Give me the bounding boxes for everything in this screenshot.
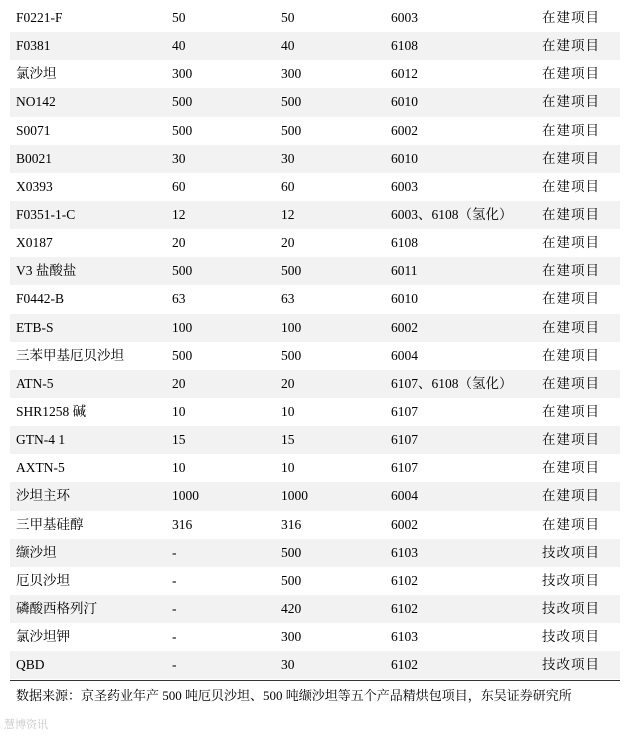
product-cell: F0351-1-C	[16, 206, 76, 222]
capacity-before-cell: 1000	[172, 488, 199, 504]
status-cell: 在建项目	[542, 460, 600, 476]
table-row	[10, 398, 620, 426]
workshop-cell: 6107、6108（氢化）	[391, 375, 513, 391]
capacity-after-cell: 1000	[281, 488, 308, 504]
table-row	[10, 651, 620, 679]
capacity-after-cell: 15	[281, 432, 295, 448]
status-cell: 在建项目	[542, 178, 600, 194]
table-row	[10, 257, 620, 285]
table-row	[10, 370, 620, 398]
workshop-cell: 6102	[391, 572, 418, 588]
capacity-after-cell: 12	[281, 206, 295, 222]
table-row	[10, 623, 620, 651]
capacity-after-cell: 500	[281, 347, 302, 363]
workshop-cell: 6010	[391, 150, 418, 166]
capacity-after-cell: 500	[281, 572, 302, 588]
table-row	[10, 482, 620, 510]
table-row	[10, 173, 620, 201]
product-cell: ATN-5	[16, 375, 54, 391]
product-cell: 三甲基硅醇	[16, 516, 84, 532]
capacity-before-cell: -	[172, 544, 177, 560]
workshop-cell: 6010	[391, 94, 418, 110]
capacity-before-cell: 20	[172, 375, 186, 391]
capacity-before-cell: 20	[172, 235, 186, 251]
table-row	[10, 32, 620, 60]
capacity-before-cell: -	[172, 629, 177, 645]
status-cell: 技改项目	[542, 572, 600, 588]
status-cell: 在建项目	[542, 516, 600, 532]
table-row	[10, 539, 620, 567]
capacity-before-cell: -	[172, 572, 177, 588]
workshop-cell: 6003	[391, 178, 418, 194]
capacity-after-cell: 316	[281, 516, 302, 532]
status-cell: 在建项目	[542, 66, 600, 82]
table-row	[10, 567, 620, 595]
product-cell: S0071	[16, 122, 51, 138]
capacity-before-cell: 50	[172, 10, 186, 25]
workshop-cell: 6107	[391, 460, 418, 476]
table-row	[10, 285, 620, 313]
status-cell: 在建项目	[542, 432, 600, 448]
product-cell: QBD	[16, 657, 45, 673]
workshop-cell: 6108	[391, 235, 418, 251]
table-row	[10, 511, 620, 539]
capacity-after-cell: 30	[281, 150, 295, 166]
status-cell: 在建项目	[542, 94, 600, 110]
product-cell: 氯沙坦钾	[16, 629, 70, 645]
product-cell: AXTN-5	[16, 460, 65, 476]
status-cell: 在建项目	[542, 10, 600, 25]
product-cell: X0187	[16, 235, 53, 251]
capacity-before-cell: 316	[172, 516, 193, 532]
status-cell: 在建项目	[542, 347, 600, 363]
table-row	[10, 426, 620, 454]
capacity-after-cell: 60	[281, 178, 295, 194]
capacity-after-cell: 20	[281, 235, 295, 251]
capacity-after-cell: 500	[281, 263, 302, 279]
product-cell: 磷酸西格列汀	[16, 600, 97, 616]
status-cell: 在建项目	[542, 403, 600, 419]
capacity-before-cell: 500	[172, 263, 193, 279]
product-cell: 厄贝沙坦	[16, 572, 70, 588]
product-cell: 氯沙坦	[16, 66, 57, 82]
workshop-cell: 6010	[391, 291, 418, 307]
product-cell: 沙坦主环	[16, 488, 70, 504]
table-row	[10, 4, 620, 32]
status-cell: 在建项目	[542, 122, 600, 138]
capacity-after-cell: 63	[281, 291, 295, 307]
workshop-cell: 6012	[391, 66, 418, 82]
workshop-cell: 6011	[391, 263, 418, 279]
table-row	[10, 342, 620, 370]
status-cell: 在建项目	[542, 38, 600, 54]
capacity-before-cell: 500	[172, 122, 193, 138]
workshop-cell: 6003	[391, 10, 418, 25]
capacity-before-cell: 100	[172, 319, 193, 335]
capacity-after-cell: 300	[281, 66, 302, 82]
workshop-cell: 6107	[391, 432, 418, 448]
capacity-after-cell: 10	[281, 403, 295, 419]
capacity-before-cell: 60	[172, 178, 186, 194]
status-cell: 技改项目	[542, 600, 600, 616]
status-cell: 在建项目	[542, 488, 600, 504]
capacity-after-cell: 420	[281, 600, 302, 616]
capacity-after-cell: 20	[281, 375, 295, 391]
table-row	[10, 60, 620, 88]
product-cell: 缬沙坦	[16, 544, 57, 560]
table-row	[10, 229, 620, 257]
table-row	[10, 117, 620, 145]
product-cell: B0021	[16, 150, 53, 166]
workshop-cell: 6002	[391, 516, 418, 532]
status-cell: 在建项目	[542, 150, 600, 166]
workshop-cell: 6108	[391, 38, 418, 54]
status-cell: 技改项目	[542, 629, 600, 645]
workshop-cell: 6103	[391, 629, 418, 645]
product-cell: F0381	[16, 38, 51, 54]
product-cell: GTN-4 1	[16, 432, 66, 448]
capacity-after-cell: 500	[281, 94, 302, 110]
capacity-before-cell: 500	[172, 347, 193, 363]
product-cell: SHR1258 碱	[16, 403, 87, 419]
capacity-before-cell: 30	[172, 150, 186, 166]
product-cell: F0442-B	[16, 291, 65, 307]
status-cell: 在建项目	[542, 263, 600, 279]
workshop-cell: 6004	[391, 488, 418, 504]
watermark: 慧博资讯	[4, 718, 48, 731]
status-cell: 在建项目	[542, 291, 600, 307]
capacity-before-cell: 40	[172, 38, 186, 54]
workshop-cell: 6004	[391, 347, 418, 363]
status-cell: 在建项目	[542, 319, 600, 335]
table-row	[10, 201, 620, 229]
capacity-table	[10, 4, 620, 679]
product-cell: NO142	[16, 94, 56, 110]
table-row	[10, 88, 620, 116]
product-cell: 三苯甲基厄贝沙坦	[16, 347, 124, 363]
workshop-cell: 6003、6108（氢化）	[391, 206, 513, 222]
capacity-before-cell: 500	[172, 94, 193, 110]
capacity-after-cell: 500	[281, 544, 302, 560]
capacity-before-cell: 10	[172, 403, 186, 419]
workshop-cell: 6002	[391, 122, 418, 138]
product-cell: V3 盐酸盐	[16, 263, 77, 279]
capacity-after-cell: 100	[281, 319, 302, 335]
capacity-before-cell: 10	[172, 460, 186, 476]
capacity-before-cell: 15	[172, 432, 186, 448]
workshop-cell: 6107	[391, 403, 418, 419]
capacity-after-cell: 30	[281, 657, 295, 673]
capacity-before-cell: 300	[172, 66, 193, 82]
source-note: 数据来源：京圣药业年产 500 吨厄贝沙坦、500 吨缬沙坦等五个产品精烘包项目，东吴证券研究所	[16, 688, 572, 703]
table-row	[10, 595, 620, 623]
capacity-after-cell: 300	[281, 629, 302, 645]
status-cell: 在建项目	[542, 375, 600, 391]
product-cell: X0393	[16, 178, 53, 194]
capacity-after-cell: 500	[281, 122, 302, 138]
capacity-before-cell: 63	[172, 291, 186, 307]
workshop-cell: 6103	[391, 544, 418, 560]
workshop-cell: 6102	[391, 600, 418, 616]
capacity-before-cell: -	[172, 600, 177, 616]
product-cell: ETB-S	[16, 319, 54, 335]
product-cell: F0221-F	[16, 10, 63, 25]
status-cell: 在建项目	[542, 235, 600, 251]
table-row	[10, 314, 620, 342]
capacity-before-cell: 12	[172, 206, 186, 222]
capacity-before-cell: -	[172, 657, 177, 673]
table-row	[10, 454, 620, 482]
status-cell: 技改项目	[542, 657, 600, 673]
capacity-after-cell: 10	[281, 460, 295, 476]
capacity-after-cell: 50	[281, 10, 295, 25]
capacity-after-cell: 40	[281, 38, 295, 54]
workshop-cell: 6002	[391, 319, 418, 335]
table-bottom-rule	[10, 680, 620, 681]
workshop-cell: 6102	[391, 657, 418, 673]
status-cell: 技改项目	[542, 544, 600, 560]
status-cell: 在建项目	[542, 206, 600, 222]
table-row	[10, 145, 620, 173]
